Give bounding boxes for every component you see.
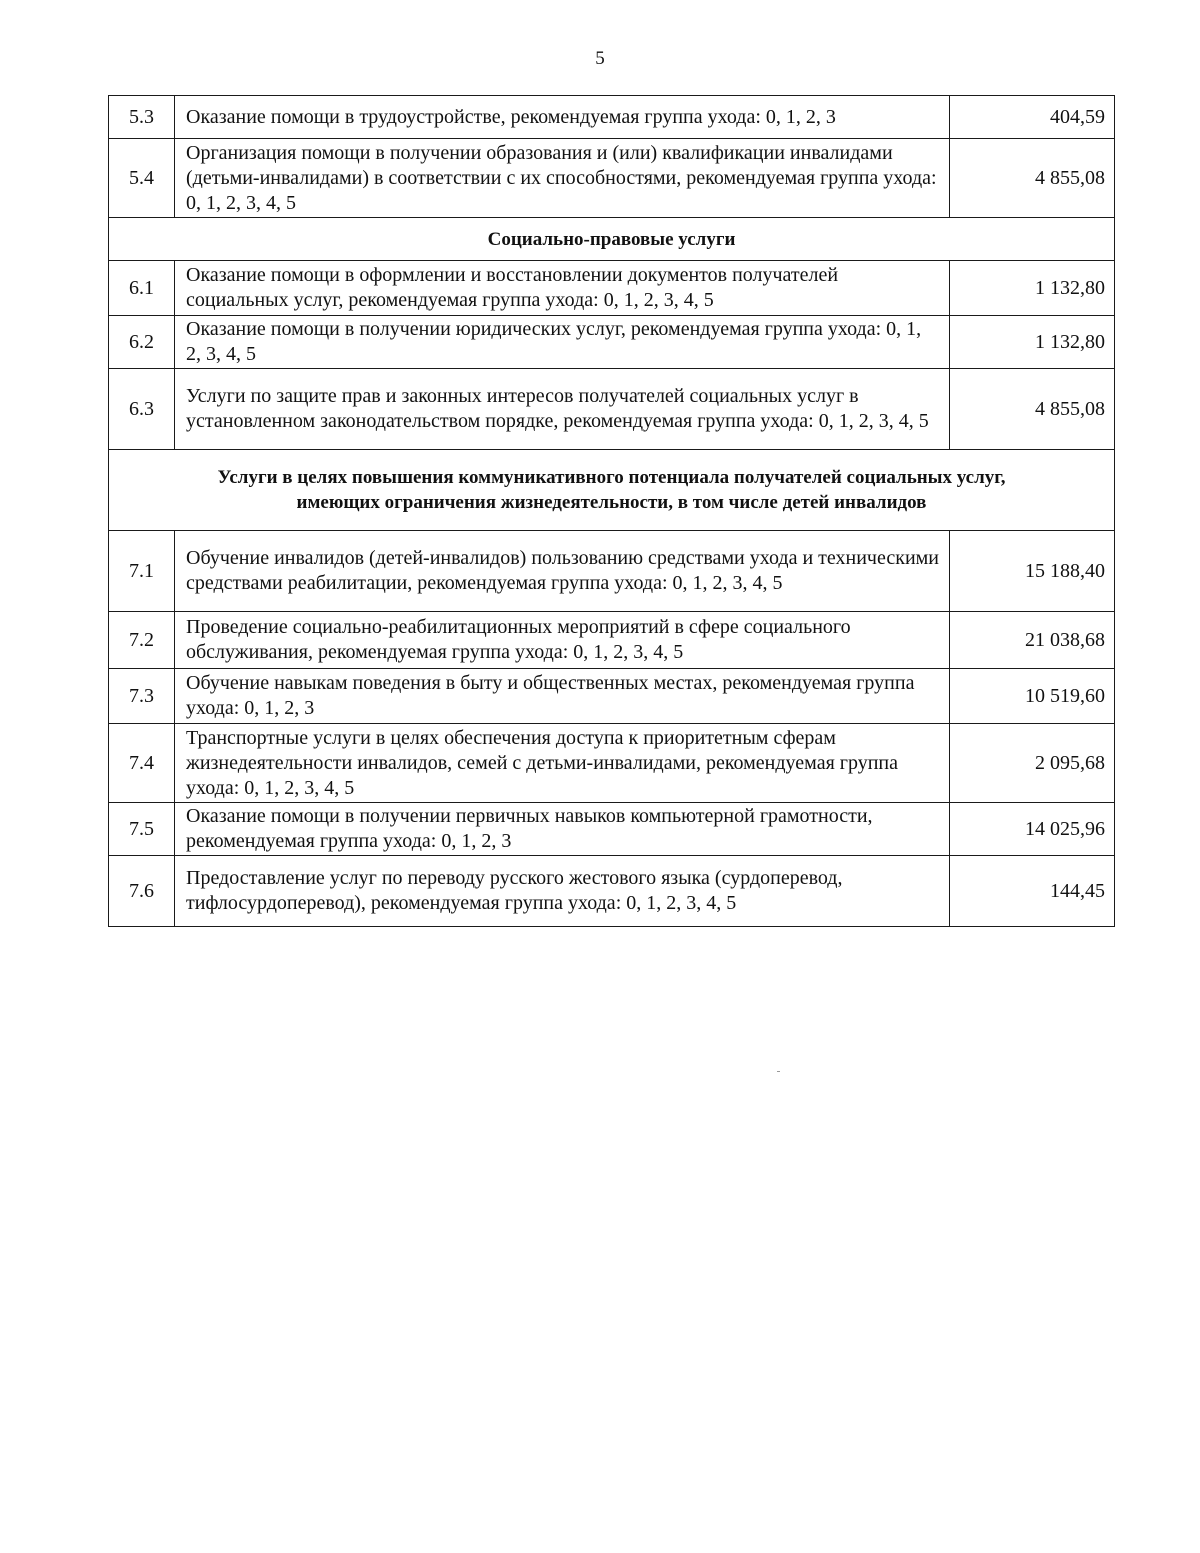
section-title-legal-services: Социально-правовые услуги [109, 218, 1115, 261]
section-header-row [109, 450, 1115, 531]
service-description: Обучение инвалидов (детей-инвалидов) пользованию средствами ухода и техническими средствами реабилитации, рекомендуемая группа ухода: 0, 1, 2, 3, 4, 5 [175, 531, 950, 612]
service-number: 6.3 [109, 369, 175, 450]
service-number: 7.5 [109, 803, 175, 856]
service-price: 2 095,68 [950, 724, 1115, 803]
service-number: 7.1 [109, 531, 175, 612]
service-price: 4 855,08 [950, 139, 1115, 218]
service-price: 404,59 [950, 96, 1115, 139]
section-title-communicative-services [109, 450, 1115, 531]
service-description: Услуги по защите прав и законных интересов получателей социальных услуг в установленном законодательством порядке, рекомендуемая группа ухода: 0, 1, 2, 3, 4, 5 [175, 369, 950, 450]
table-row [109, 139, 1115, 218]
service-description: Оказание помощи в оформлении и восстановлении документов получателей социальных услуг, рекомендуемая группа ухода: 0, 1, 2, 3, 4, 5 [175, 261, 950, 316]
service-description: Организация помощи в получении образования и (или) квалификации инвалидами (детьми-инвалидами) в соответствии с их способностями, рекомендуемая группа ухода: 0, 1, 2, 3, 4, 5 [175, 139, 950, 218]
table-row [109, 316, 1115, 369]
section-title-line: имеющих ограничения жизнедеятельности, в том числе детей инвалидов [296, 492, 927, 513]
service-description: Проведение социально-реабилитационных мероприятий в сфере социального обслуживания, рекомендуемая группа ухода: 0, 1, 2, 3, 4, 5 [175, 612, 950, 669]
service-description: Транспортные услуги в целях обеспечения доступа к приоритетным сферам жизнедеятельности инвалидов, семей с детьми-инвалидами, рекомендуемая группа ухода: 0, 1, 2, 3, 4, 5 [175, 724, 950, 803]
service-description: Предоставление услуг по переводу русского жестового языка (сурдоперевод, тифлосурдоперевод), рекомендуемая группа ухода: 0, 1, 2, 3, 4, 5 [175, 856, 950, 927]
services-price-table [108, 95, 1115, 927]
service-price: 4 855,08 [950, 369, 1115, 450]
service-number: 6.1 [109, 261, 175, 316]
table-row [109, 369, 1115, 450]
service-price: 14 025,96 [950, 803, 1115, 856]
service-price: 10 519,60 [950, 669, 1115, 724]
service-price: 21 038,68 [950, 612, 1115, 669]
service-number: 7.6 [109, 856, 175, 927]
table-row [109, 261, 1115, 316]
service-description: Оказание помощи в получении первичных навыков компьютерной грамотности, рекомендуемая группа ухода: 0, 1, 2, 3 [175, 803, 950, 856]
service-number: 5.3 [109, 96, 175, 139]
service-number: 7.3 [109, 669, 175, 724]
service-price: 144,45 [950, 856, 1115, 927]
service-price: 15 188,40 [950, 531, 1115, 612]
service-description: Оказание помощи в получении юридических услуг, рекомендуемая группа ухода: 0, 1, 2, 3, 4, 5 [175, 316, 950, 369]
service-description: Обучение навыкам поведения в быту и общественных местах, рекомендуемая группа ухода: 0, 1, 2, 3 [175, 669, 950, 724]
page-number: 5 [595, 48, 605, 69]
service-description: Оказание помощи в трудоустройстве, рекомендуемая группа ухода: 0, 1, 2, 3 [175, 96, 950, 139]
table-row [109, 612, 1115, 669]
service-number: 6.2 [109, 316, 175, 369]
table-row [109, 531, 1115, 612]
section-title-line: Услуги в целях повышения коммуникативного потенциала получателей социальных услуг, [217, 467, 1006, 488]
service-price: 1 132,80 [950, 261, 1115, 316]
table-row [109, 856, 1115, 927]
service-number: 7.2 [109, 612, 175, 669]
service-number: 7.4 [109, 724, 175, 803]
service-number: 5.4 [109, 139, 175, 218]
table-row [109, 96, 1115, 139]
table-row [109, 724, 1115, 803]
scan-speck [777, 1071, 780, 1072]
table-row [109, 803, 1115, 856]
service-price: 1 132,80 [950, 316, 1115, 369]
table-row [109, 669, 1115, 724]
section-header-row [109, 218, 1115, 261]
